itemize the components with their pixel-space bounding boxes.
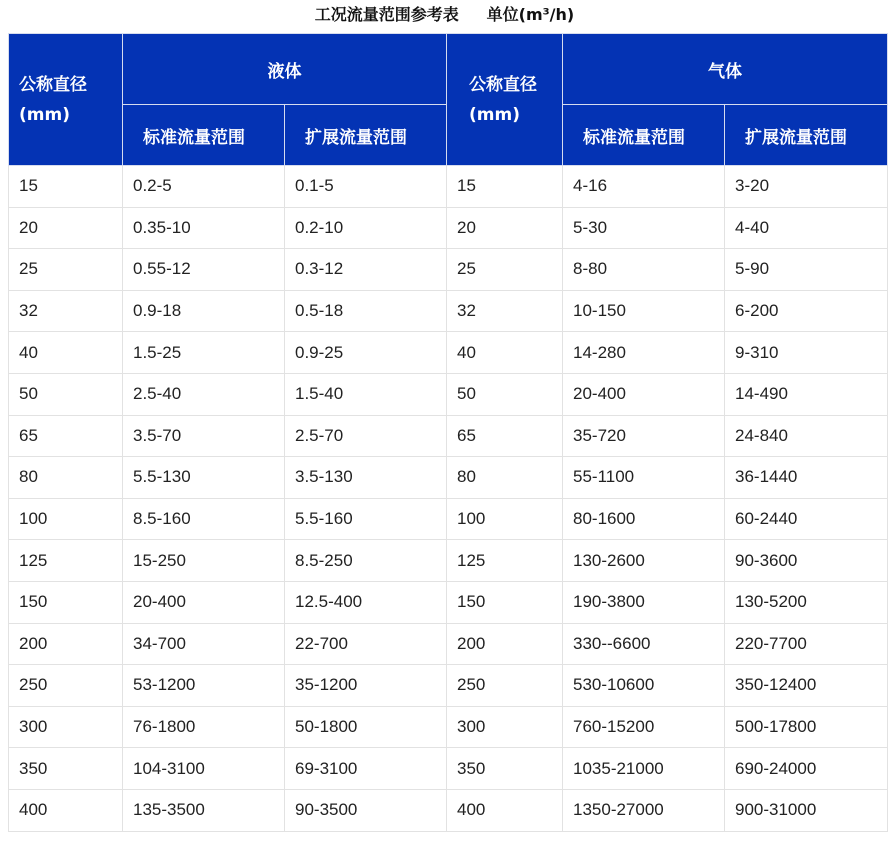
gas-diameter-cell: 25 <box>447 249 563 291</box>
gas-extended-range-cell: 14-490 <box>725 373 888 415</box>
liquid-extended-range-cell: 50-1800 <box>285 706 447 748</box>
liquid-extended-range-cell: 12.5-400 <box>285 581 447 623</box>
liquid-diameter-cell: 300 <box>9 706 123 748</box>
liquid-standard-range-cell: 5.5-130 <box>123 457 285 499</box>
liquid-extended-range-cell: 0.3-12 <box>285 249 447 291</box>
gas-diameter-cell: 400 <box>447 789 563 831</box>
gas-diameter-cell: 125 <box>447 540 563 582</box>
liquid-standard-range-cell: 20-400 <box>123 581 285 623</box>
liquid-extended-range-cell: 3.5-130 <box>285 457 447 499</box>
liquid-group-header: 液体 <box>123 34 447 105</box>
liquid-diameter-cell: 65 <box>9 415 123 457</box>
gas-group-header: 气体 <box>563 34 888 105</box>
table-row <box>9 290 888 332</box>
gas-standard-range-cell: 80-1600 <box>563 498 725 540</box>
gas-extended-range-cell: 5-90 <box>725 249 888 291</box>
gas-standard-range-cell: 760-15200 <box>563 706 725 748</box>
gas-standard-range-cell: 5-30 <box>563 207 725 249</box>
liquid-standard-range-cell: 0.9-18 <box>123 290 285 332</box>
gas-standard-range-cell: 14-280 <box>563 332 725 374</box>
table-row <box>9 581 888 623</box>
liquid-nominal-diameter-header <box>9 34 123 166</box>
liquid-extended-range-cell: 22-700 <box>285 623 447 665</box>
liquid-standard-range-cell: 2.5-40 <box>123 373 285 415</box>
gas-standard-range-cell: 4-16 <box>563 166 725 208</box>
gas-standard-range-cell: 1350-27000 <box>563 789 725 831</box>
gas-extended-range-cell: 900-31000 <box>725 789 888 831</box>
liquid-standard-range-cell: 0.2-5 <box>123 166 285 208</box>
gas-standard-range-cell: 190-3800 <box>563 581 725 623</box>
table-row <box>9 789 888 831</box>
gas-standard-range-cell: 55-1100 <box>563 457 725 499</box>
gas-diameter-cell: 20 <box>447 207 563 249</box>
table-row <box>9 540 888 582</box>
liquid-extended-range-header: 扩展流量范围 <box>285 105 447 166</box>
liquid-standard-range-header: 标准流量范围 <box>123 105 285 166</box>
gas-extended-range-header: 扩展流量范围 <box>725 105 888 166</box>
liquid-diameter-cell: 50 <box>9 373 123 415</box>
gas-standard-range-cell: 130-2600 <box>563 540 725 582</box>
liquid-standard-range-cell: 15-250 <box>123 540 285 582</box>
liquid-standard-range-cell: 8.5-160 <box>123 498 285 540</box>
liquid-extended-range-cell: 5.5-160 <box>285 498 447 540</box>
header-row-top <box>9 34 888 105</box>
liquid-diameter-cell: 100 <box>9 498 123 540</box>
liquid-diameter-cell: 125 <box>9 540 123 582</box>
liquid-extended-range-cell: 69-3100 <box>285 748 447 790</box>
table-title: 工况流量范围参考表 单位(m³/h) <box>314 5 575 24</box>
liquid-standard-range-cell: 135-3500 <box>123 789 285 831</box>
gas-diameter-cell: 40 <box>447 332 563 374</box>
gas-standard-range-cell: 20-400 <box>563 373 725 415</box>
table-row <box>9 665 888 707</box>
gas-standard-range-header: 标准流量范围 <box>563 105 725 166</box>
gas-standard-range-cell: 10-150 <box>563 290 725 332</box>
liquid-extended-range-cell: 8.5-250 <box>285 540 447 582</box>
liquid-standard-range-cell: 1.5-25 <box>123 332 285 374</box>
liquid-extended-range-cell: 35-1200 <box>285 665 447 707</box>
liquid-diameter-cell: 80 <box>9 457 123 499</box>
liquid-standard-range-cell: 3.5-70 <box>123 415 285 457</box>
gas-diameter-cell: 250 <box>447 665 563 707</box>
gas-standard-range-cell: 530-10600 <box>563 665 725 707</box>
liquid-standard-range-cell: 76-1800 <box>123 706 285 748</box>
nominal-diameter-unit: (mm) <box>469 104 520 125</box>
gas-standard-range-cell: 8-80 <box>563 249 725 291</box>
liquid-extended-range-cell: 90-3500 <box>285 789 447 831</box>
gas-extended-range-cell: 9-310 <box>725 332 888 374</box>
liquid-standard-range-cell: 0.35-10 <box>123 207 285 249</box>
liquid-diameter-cell: 15 <box>9 166 123 208</box>
gas-diameter-cell: 100 <box>447 498 563 540</box>
gas-standard-range-cell: 330--6600 <box>563 623 725 665</box>
nominal-diameter-label: 公称直径 <box>469 74 537 95</box>
liquid-diameter-cell: 200 <box>9 623 123 665</box>
nominal-diameter-label: 公称直径 <box>19 74 87 95</box>
table-body <box>9 166 888 832</box>
liquid-standard-range-cell: 34-700 <box>123 623 285 665</box>
gas-extended-range-cell: 220-7700 <box>725 623 888 665</box>
liquid-extended-range-cell: 0.2-10 <box>285 207 447 249</box>
gas-extended-range-cell: 690-24000 <box>725 748 888 790</box>
gas-extended-range-cell: 36-1440 <box>725 457 888 499</box>
liquid-diameter-cell: 250 <box>9 665 123 707</box>
liquid-diameter-cell: 25 <box>9 249 123 291</box>
liquid-extended-range-cell: 0.1-5 <box>285 166 447 208</box>
table-row <box>9 249 888 291</box>
gas-standard-range-cell: 35-720 <box>563 415 725 457</box>
table-row <box>9 373 888 415</box>
table-row <box>9 207 888 249</box>
gas-diameter-cell: 300 <box>447 706 563 748</box>
gas-extended-range-cell: 90-3600 <box>725 540 888 582</box>
liquid-extended-range-cell: 0.9-25 <box>285 332 447 374</box>
liquid-standard-range-cell: 0.55-12 <box>123 249 285 291</box>
liquid-diameter-cell: 400 <box>9 789 123 831</box>
liquid-standard-range-cell: 53-1200 <box>123 665 285 707</box>
liquid-extended-range-cell: 2.5-70 <box>285 415 447 457</box>
gas-diameter-cell: 15 <box>447 166 563 208</box>
liquid-standard-range-cell: 104-3100 <box>123 748 285 790</box>
gas-extended-range-cell: 130-5200 <box>725 581 888 623</box>
gas-standard-range-cell: 1035-21000 <box>563 748 725 790</box>
gas-diameter-cell: 200 <box>447 623 563 665</box>
liquid-diameter-cell: 150 <box>9 581 123 623</box>
gas-nominal-diameter-header <box>447 34 563 166</box>
liquid-diameter-cell: 20 <box>9 207 123 249</box>
table-row <box>9 623 888 665</box>
table-row <box>9 498 888 540</box>
gas-diameter-cell: 80 <box>447 457 563 499</box>
gas-extended-range-cell: 4-40 <box>725 207 888 249</box>
gas-extended-range-cell: 24-840 <box>725 415 888 457</box>
gas-extended-range-cell: 350-12400 <box>725 665 888 707</box>
liquid-diameter-cell: 40 <box>9 332 123 374</box>
nominal-diameter-unit: (mm) <box>19 104 70 125</box>
gas-extended-range-cell: 60-2440 <box>725 498 888 540</box>
table-row <box>9 457 888 499</box>
liquid-diameter-cell: 350 <box>9 748 123 790</box>
table-row <box>9 166 888 208</box>
gas-diameter-cell: 150 <box>447 581 563 623</box>
gas-extended-range-cell: 500-17800 <box>725 706 888 748</box>
liquid-extended-range-cell: 0.5-18 <box>285 290 447 332</box>
liquid-extended-range-cell: 1.5-40 <box>285 373 447 415</box>
table-row <box>9 415 888 457</box>
gas-extended-range-cell: 6-200 <box>725 290 888 332</box>
gas-diameter-cell: 50 <box>447 373 563 415</box>
table-row <box>9 706 888 748</box>
gas-diameter-cell: 32 <box>447 290 563 332</box>
gas-diameter-cell: 350 <box>447 748 563 790</box>
flow-range-table <box>8 33 888 832</box>
gas-diameter-cell: 65 <box>447 415 563 457</box>
gas-extended-range-cell: 3-20 <box>725 166 888 208</box>
table-row <box>9 748 888 790</box>
table-row <box>9 332 888 374</box>
liquid-diameter-cell: 32 <box>9 290 123 332</box>
